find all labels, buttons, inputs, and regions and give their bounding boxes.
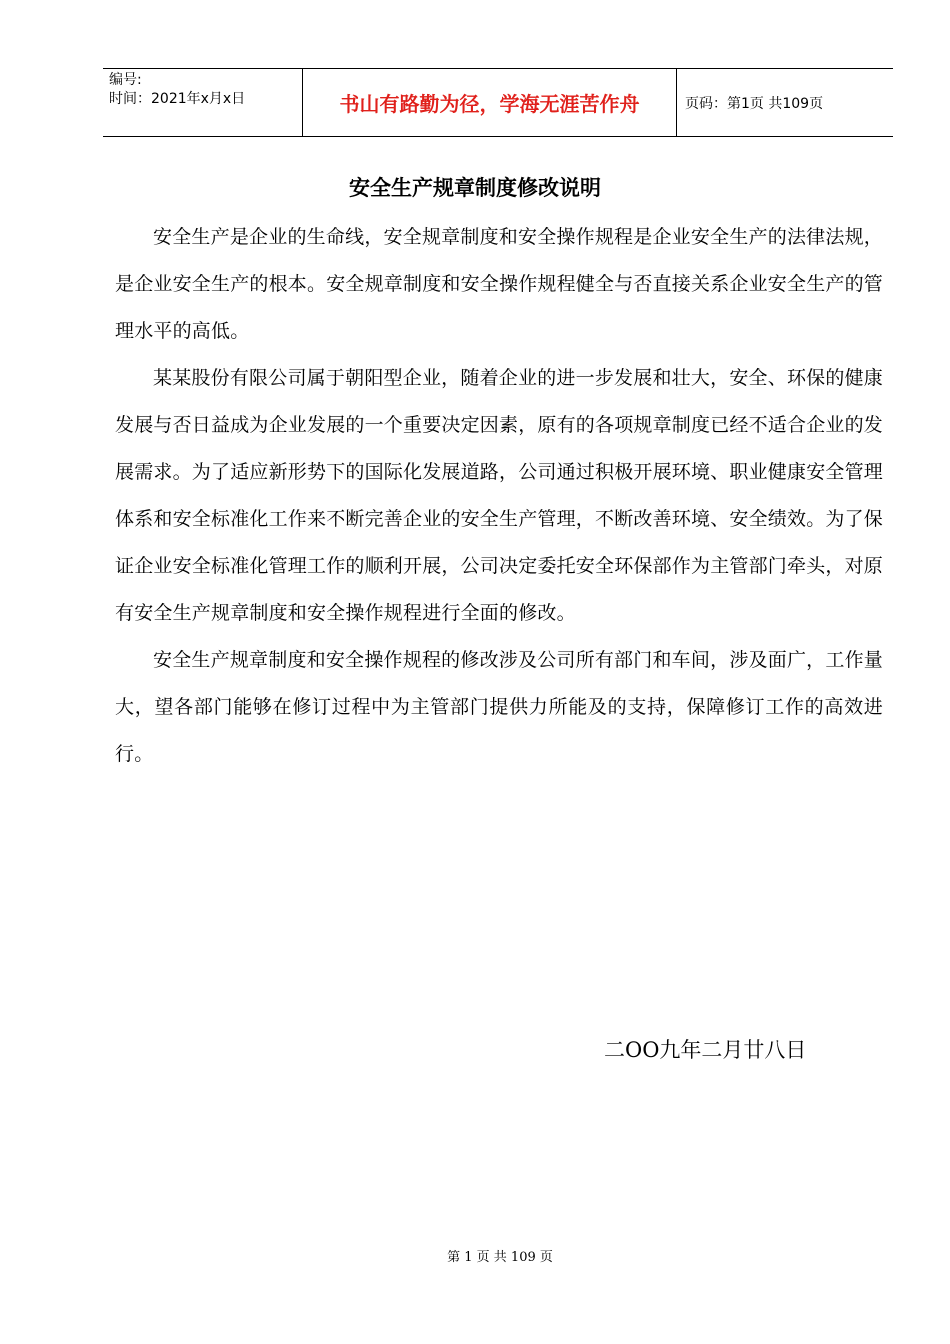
document-time: 时间：2021年x月x日 xyxy=(109,91,246,107)
header-meta xyxy=(103,69,303,136)
page-footer: 第 1 页 共 109 页 xyxy=(447,1250,553,1265)
header-page-info: 页码：第1页 共109页 xyxy=(685,95,824,112)
header-motto: 书山有路勤为径，学海无涯苦作舟 xyxy=(339,92,640,116)
header-page-info-cell xyxy=(677,69,893,136)
document-title: 安全生产规章制度修改说明 xyxy=(349,176,601,200)
paragraph-1: 安全生产是企业的生命线，安全规章制度和安全操作规程是企业安全生产的法律法规，是企业安全生产的根本。安全规章制度和安全操作规程健全与否直接关系企业安全生产的管理水平的高低。 xyxy=(115,226,884,342)
document-date: 二OO九年二月廿八日 xyxy=(604,1038,807,1062)
document-body xyxy=(115,214,883,778)
paragraph-3: 安全生产规章制度和安全操作规程的修改涉及公司所有部门和车间，涉及面广，工作量大，望各部门能够在修订过程中为主管部门提供力所能及的支持，保障修订工作的高效进行。 xyxy=(115,649,883,765)
document-number-label: 编号: xyxy=(109,72,142,88)
header-motto-cell xyxy=(303,69,677,136)
paragraph-2: 某某股份有限公司属于朝阳型企业，随着企业的进一步发展和壮大，安全、环保的健康发展与否日益成为企业发展的一个重要决定因素，原有的各项规章制度已经不适合企业的发展需求。为了适应新形势下的国际化发展道路，公司通过积极开展环境、职业健康安全管理体系和安全标准化工作来不断完善企业的安全生产管理，不断改善环境、安全绩效。为了保证企业安全标准化管理工作的顺利开展，公司决定委托安全环保部作为主管部门牵头，对原有安全生产规章制度和安全操作规程进行全面的修改。 xyxy=(115,367,884,624)
page-header xyxy=(103,68,893,137)
